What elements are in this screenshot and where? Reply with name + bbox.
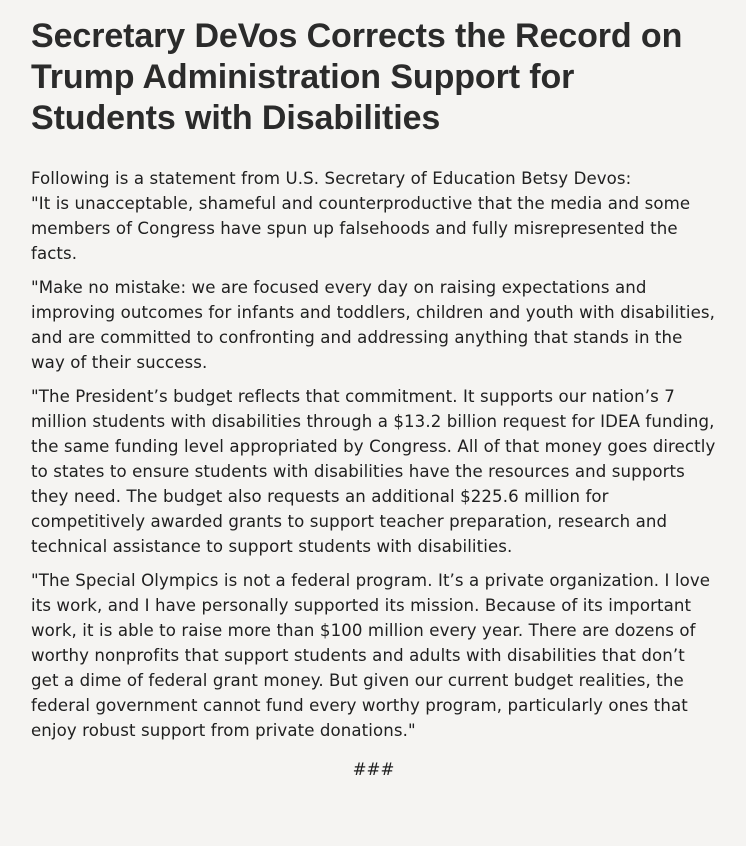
intro-line: Following is a statement from U.S. Secretary of Education Betsy Devos: [31,169,632,188]
paragraph-4: "The Special Olympics is not a federal program. It’s a private organization. I love its work, and I have personally supported its mission. Because of its important work, it is able to raise more than $100 million every year. There are dozens of worthy nonprofits that support students and adults with disabilities that don’t get a dime of federal grant money. But given our current budget realities, the federal government cannot fund every worthy program, particularly ones that enjoy robust support from private donations." [31,571,711,740]
paragraph-3: "The President’s budget reflects that commitment. It supports our nation’s 7 million students with disabilities through a $13.2 billion request for IDEA funding, the same funding level appropriated by Congress. All of that money goes directly to states to ensure students with disabilities have the resources and supports they need. The budget also requests an additional $225.6 million for competitively awarded grants to support teacher preparation, research and technical assistance to support students with disabilities. [31,387,716,556]
headline: Secretary DeVos Corrects the Record on Trump Administration Support for Students with Disabilities [31,17,683,137]
end-mark: ### [352,760,395,779]
paragraph-2: "Make no mistake: we are focused every day on raising expectations and improving outcomes for infants and toddlers, children and youth with disabilities, and are committed to confronting and addressing anything that stands in the way of their success. [31,278,716,372]
paragraph-1: "It is unacceptable, shameful and counterproductive that the media and some members of Congress have spun up falsehoods and fully misrepresented the facts. [31,194,691,263]
